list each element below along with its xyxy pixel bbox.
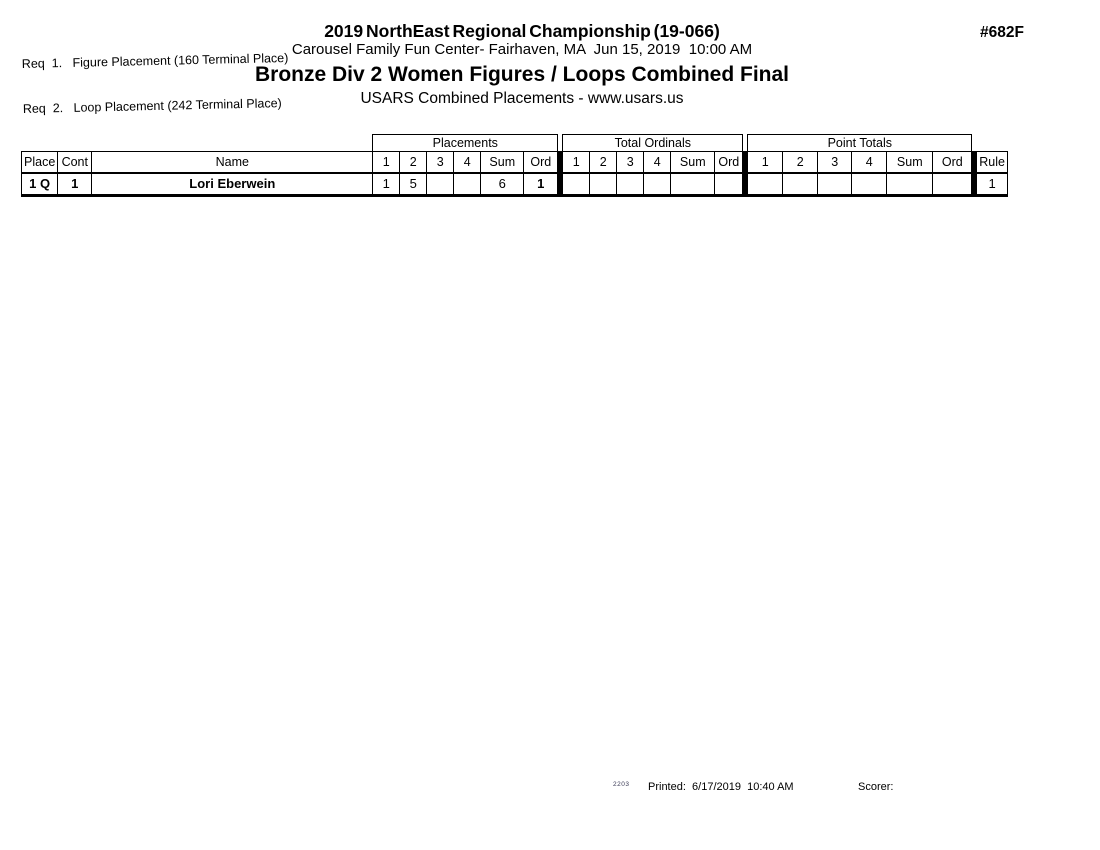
printed-label: Printed:: [648, 781, 686, 793]
doc-number: #682F: [980, 24, 1024, 41]
cell-rule: 1: [977, 173, 1008, 196]
cell-points-ord: [933, 173, 972, 196]
group-point-totals: Point Totals: [748, 135, 972, 152]
cell-ordinals-4: [644, 173, 671, 196]
col-header-placements-2: 2: [400, 152, 427, 174]
col-header-points-3: 3: [818, 152, 852, 174]
footer-code: 2203: [613, 781, 630, 788]
col-header-placements-sum: Sum: [481, 152, 524, 174]
group-header-row: [22, 135, 1008, 152]
col-header-rule: Rule: [977, 152, 1008, 174]
printed-timestamp: [648, 781, 794, 793]
cell-ordinals-1: [563, 173, 590, 196]
cell-points-1: [748, 173, 783, 196]
req-line-1: Req 1. Figure Placement (160 Terminal Place): [21, 50, 289, 71]
results-table: [21, 134, 1008, 197]
printed-value: 6/17/2019 10:40 AM: [692, 781, 794, 793]
group-spacer-rule: [977, 135, 1008, 152]
req-line-2: Req 2. Loop Placement (242 Terminal Place): [22, 96, 282, 116]
col-header-points-ord: Ord: [933, 152, 972, 174]
col-header-ordinals-1: 1: [563, 152, 590, 174]
cell-points-4: [852, 173, 887, 196]
col-header-points-1: 1: [748, 152, 783, 174]
cell-ordinals-ord: [715, 173, 743, 196]
cell-points-2: [783, 173, 818, 196]
cell-placements-2: 5: [400, 173, 427, 196]
col-header-ordinals-4: 4: [644, 152, 671, 174]
col-header-place: Place: [22, 152, 58, 174]
event-title: Bronze Div 2 Women Figures / Loops Combined Final: [255, 63, 789, 86]
col-header-ordinals-sum: Sum: [671, 152, 715, 174]
venue-date-line: Carousel Family Fun Center- Fairhaven, MA Jun 15, 2019 10:00 AM: [291, 41, 753, 58]
cell-name: Lori Eberwein: [92, 173, 373, 196]
col-header-ordinals-2: 2: [590, 152, 617, 174]
group-spacer-left: [22, 135, 373, 152]
col-header-points-2: 2: [783, 152, 818, 174]
cell-placements-1: 1: [373, 173, 400, 196]
cell-ordinals-2: [590, 173, 617, 196]
title-block: [0, 22, 1044, 108]
cell-points-3: [818, 173, 852, 196]
cell-placements-3: [427, 173, 454, 196]
col-header-placements-1: 1: [373, 152, 400, 174]
cell-points-sum: [887, 173, 933, 196]
col-header-cont: Cont: [58, 152, 92, 174]
col-header-placements-3: 3: [427, 152, 454, 174]
col-header-points-sum: Sum: [887, 152, 933, 174]
cell-ordinals-sum: [671, 173, 715, 196]
col-header-placements-4: 4: [454, 152, 481, 174]
cell-placements-sum: 6: [481, 173, 524, 196]
scorer-label: Scorer:: [858, 781, 894, 793]
column-header-row: [22, 152, 1008, 174]
col-header-ordinals-ord: Ord: [715, 152, 743, 174]
col-header-points-4: 4: [852, 152, 887, 174]
cell-cont: 1: [58, 173, 92, 196]
group-placements: Placements: [373, 135, 558, 152]
cell-place: 1 Q: [22, 173, 58, 196]
col-header-ordinals-3: 3: [617, 152, 644, 174]
cell-ordinals-3: [617, 173, 644, 196]
report-subtitle: USARS Combined Placements - www.usars.us: [360, 90, 684, 107]
col-header-placements-ord: Ord: [524, 152, 558, 174]
championship-title: 2019 NorthEast Regional Championship (19-066): [324, 21, 720, 41]
cell-placements-4: [454, 173, 481, 196]
competitor-row: [22, 173, 1008, 196]
cell-placements-ord: 1: [524, 173, 558, 196]
group-total-ordinals: Total Ordinals: [563, 135, 743, 152]
col-header-name: Name: [92, 152, 373, 174]
